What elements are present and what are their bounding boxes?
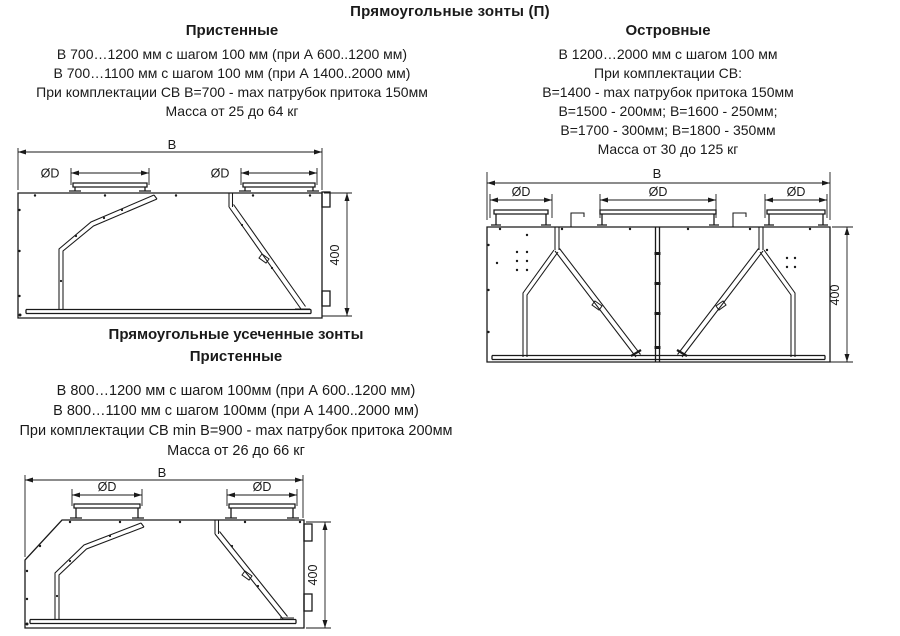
dim-label-height: 400: [828, 284, 842, 306]
dim-label-duct-left: ØD: [511, 185, 531, 199]
dim-label-width: B: [157, 466, 167, 480]
spec-line: В=1400 - max патрубок притока 150мм: [542, 84, 794, 100]
spec-line: В 700…1200 мм с шагом 100 мм (при А 600..1200 мм): [56, 46, 408, 62]
rivet-dots: [26, 521, 302, 626]
hood-body: [487, 210, 830, 362]
island-heading: Островные: [625, 22, 711, 39]
spec-line: При комплектации СВ:: [594, 65, 742, 81]
dimension-lines: [18, 148, 352, 316]
dim-label-duct-right: ØD: [786, 185, 806, 199]
grease-filters: [59, 193, 310, 309]
truncated-heading: Прямоугольные усеченные зонты: [108, 326, 364, 343]
island-hood-drawing: [470, 160, 865, 375]
spec-line: В 800…1200 мм с шагом 100мм (при А 600..1200 мм): [56, 383, 416, 399]
dimension-arrows: [25, 478, 328, 629]
dim-label-height: 400: [328, 244, 342, 266]
dim-label-duct-left: ØD: [97, 480, 117, 494]
dim-label-duct-right: ØD: [210, 166, 230, 181]
dim-label-width: B: [167, 138, 177, 152]
spec-line: Масса от 26 до 66 кг: [167, 443, 305, 459]
wall-hood-drawing: [10, 138, 360, 328]
section-truncated-specs: [0, 325, 472, 461]
section-wall-mounted-specs: [0, 21, 464, 121]
spec-line: При комплектации СВ В=700 - max патрубок притока 150мм: [36, 84, 428, 100]
page-title: Прямоугольные зонты (П): [350, 3, 550, 20]
dim-label-width: B: [652, 166, 662, 181]
dim-label-height: 400: [306, 564, 320, 586]
grease-filters: [55, 520, 294, 619]
dim-label-duct-right: ØD: [252, 480, 272, 494]
spec-line: В 1200…2000 мм с шагом 100 мм: [558, 46, 778, 62]
spec-line: В=1500 - 200мм; В=1600 - 250мм;: [558, 103, 778, 119]
wall-mounted-heading: Пристенные: [185, 22, 279, 39]
spec-line: Масса от 30 до 125 кг: [597, 141, 739, 157]
dim-label-duct-left: ØD: [40, 166, 60, 181]
truncated-subheading: Пристенные: [189, 348, 283, 365]
spec-line: Масса от 25 до 64 кг: [165, 103, 299, 119]
truncated-hood-drawing: [10, 466, 355, 636]
dimension-lines: [25, 475, 331, 628]
spec-line: В 700…1100 мм с шагом 100 мм (при А 1400..2000 мм): [53, 65, 411, 81]
spec-line: В=1700 - 300мм; В=1800 - 350мм: [560, 122, 776, 138]
spec-line: При комплектации СВ min В=900 - max патрубок притока 200мм: [19, 423, 453, 439]
dimension-arrows: [18, 150, 350, 317]
spec-line: В 800…1100 мм с шагом 100мм (при А 1400..2000 мм): [53, 403, 419, 419]
section-island-specs: [478, 21, 858, 159]
hood-body: [18, 183, 330, 318]
rivet-dots: [18, 194, 311, 316]
dim-label-duct-center: ØD: [648, 185, 668, 199]
